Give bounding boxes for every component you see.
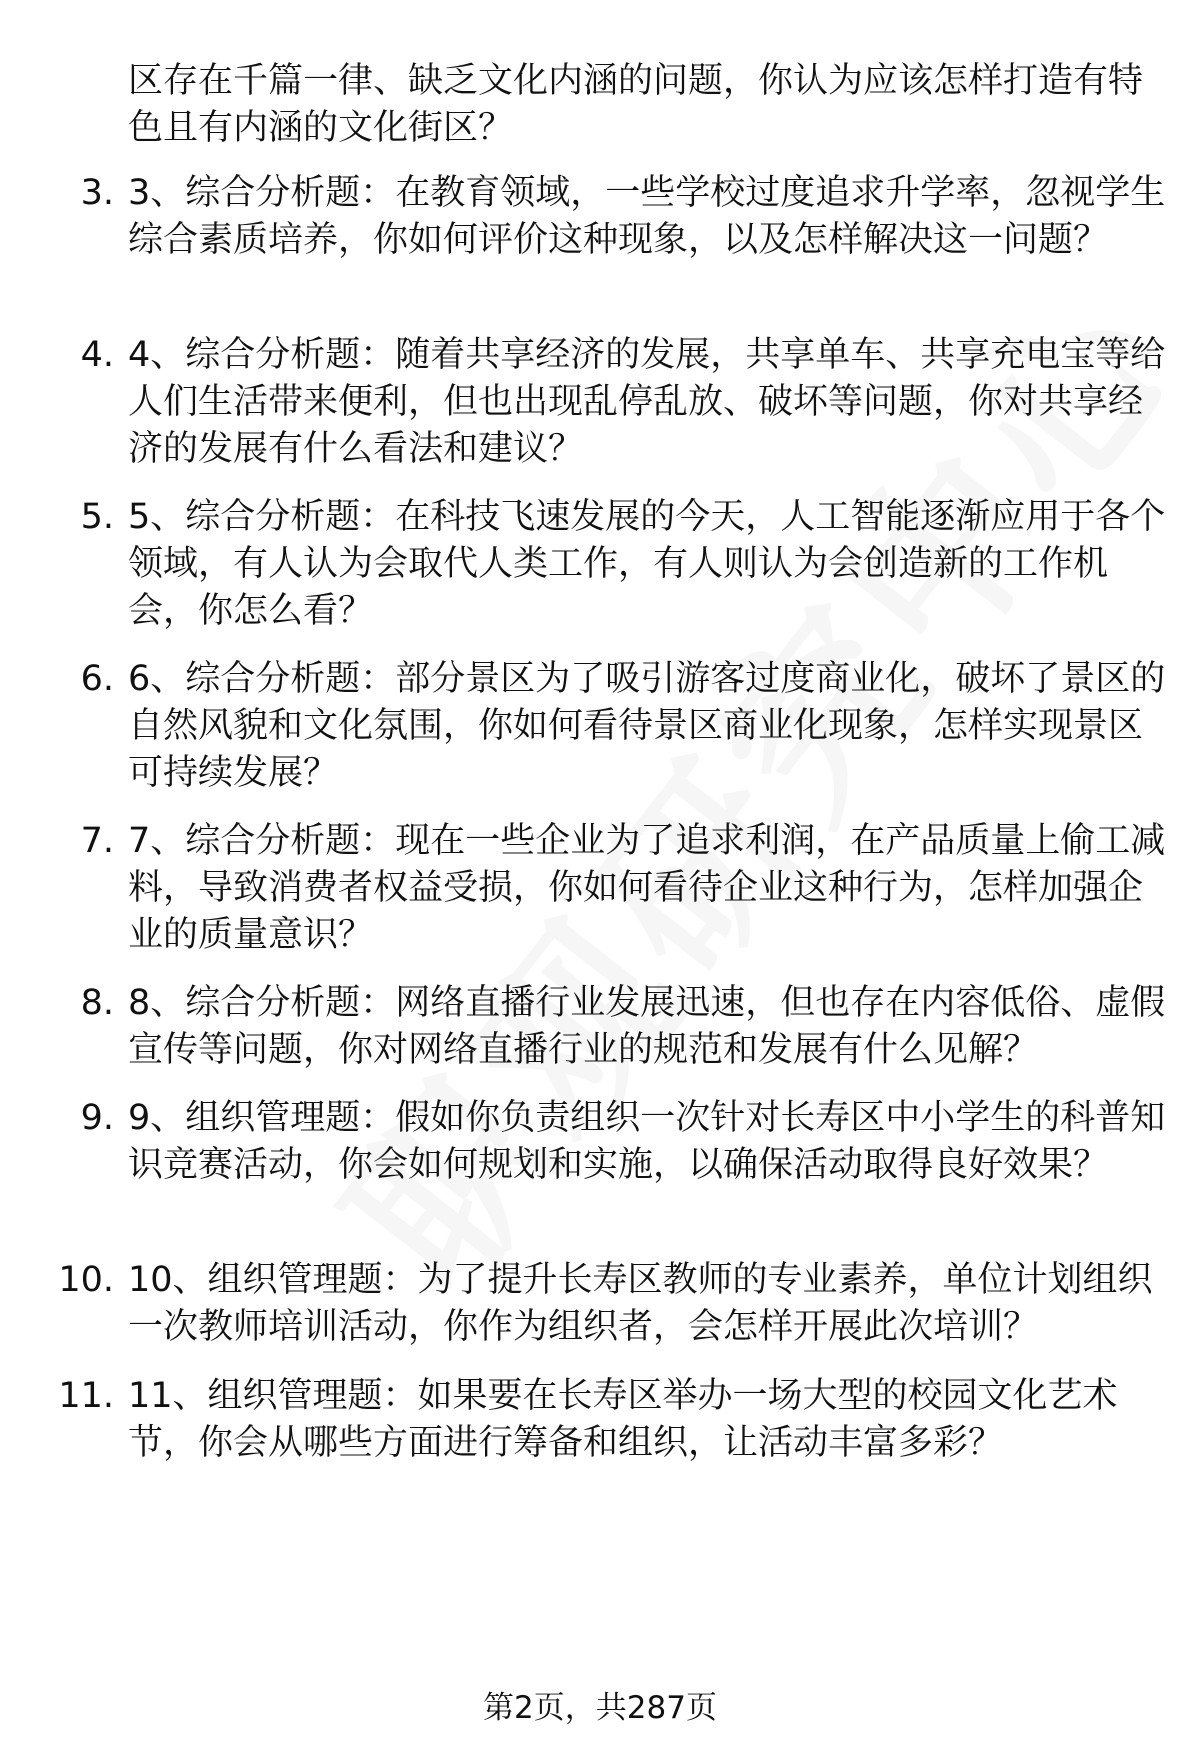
continuation-text: 区存在千篇一律、缺乏文化内涵的问题，你认为应该怎样打造有特色且有内涵的文化街区？ [128,61,1144,148]
list-item-text: 7、综合分析题：现在一些企业为了追求利润，在产品质量上偷工减料，导致消费者权益受损，你如何看待企业这种行为，怎样加强企业的质量意识？ [128,821,1166,955]
list-item-text: 11、组织管理题：如果要在长寿区举办一场大型的校园文化艺术节，你会从哪些方面进行筹备和组织，让活动丰富多彩？ [128,1376,1118,1463]
list-item-text: 4、综合分析题：随着共享经济的发展，共享单车、共享充电宝等给人们生活带来便利，但也出现乱停乱放、破坏等问题，你对共享经济的发展有什么看法和建议？ [128,335,1166,469]
list-item-number: 9. [80,1098,114,1138]
list-item-number: 3. [80,173,114,213]
list-item-text: 3、综合分析题：在教育领域，一些学校过度追求升学率，忽视学生综合素质培养，你如何评价这种现象，以及怎样解决这一问题？ [128,173,1166,260]
list-item-number: 6. [80,659,114,699]
list-item-number: 7. [80,821,114,861]
list-item-text: 10、组织管理题：为了提升长寿区教师的专业素养，单位计划组织一次教师培训活动，你作为组织者，会怎样开展此次培训？ [128,1260,1153,1347]
page-footer: 第2页，共287页 [483,1690,717,1726]
list-item-number: 5. [80,497,114,537]
list-item-number: 11. [58,1376,114,1416]
list-item-number: 4. [80,335,114,375]
list-item-text: 9、组织管理题：假如你负责组织一次针对长寿区中小学生的科普知识竞赛活动，你会如何规划和实施，以确保活动取得良好效果？ [128,1098,1166,1185]
list-item-text: 6、综合分析题：部分景区为了吸引游客过度商业化，破坏了景区的自然风貌和文化氛围，你如何看待景区商业化现象，怎样实现景区可持续发展？ [128,659,1166,793]
list-item-number: 8. [80,983,114,1023]
list-item-text: 8、综合分析题：网络直播行业发展迅速，但也存在内容低俗、虚假宣传等问题，你对网络直播行业的规范和发展有什么见解？ [128,983,1166,1070]
list-item-text: 5、综合分析题：在科技飞速发展的今天，人工智能逐渐应用于各个领域，有人认为会取代人类工作，有人则认为会创造新的工作机会，你怎么看？ [128,497,1166,631]
list-item-number: 10. [58,1260,114,1300]
